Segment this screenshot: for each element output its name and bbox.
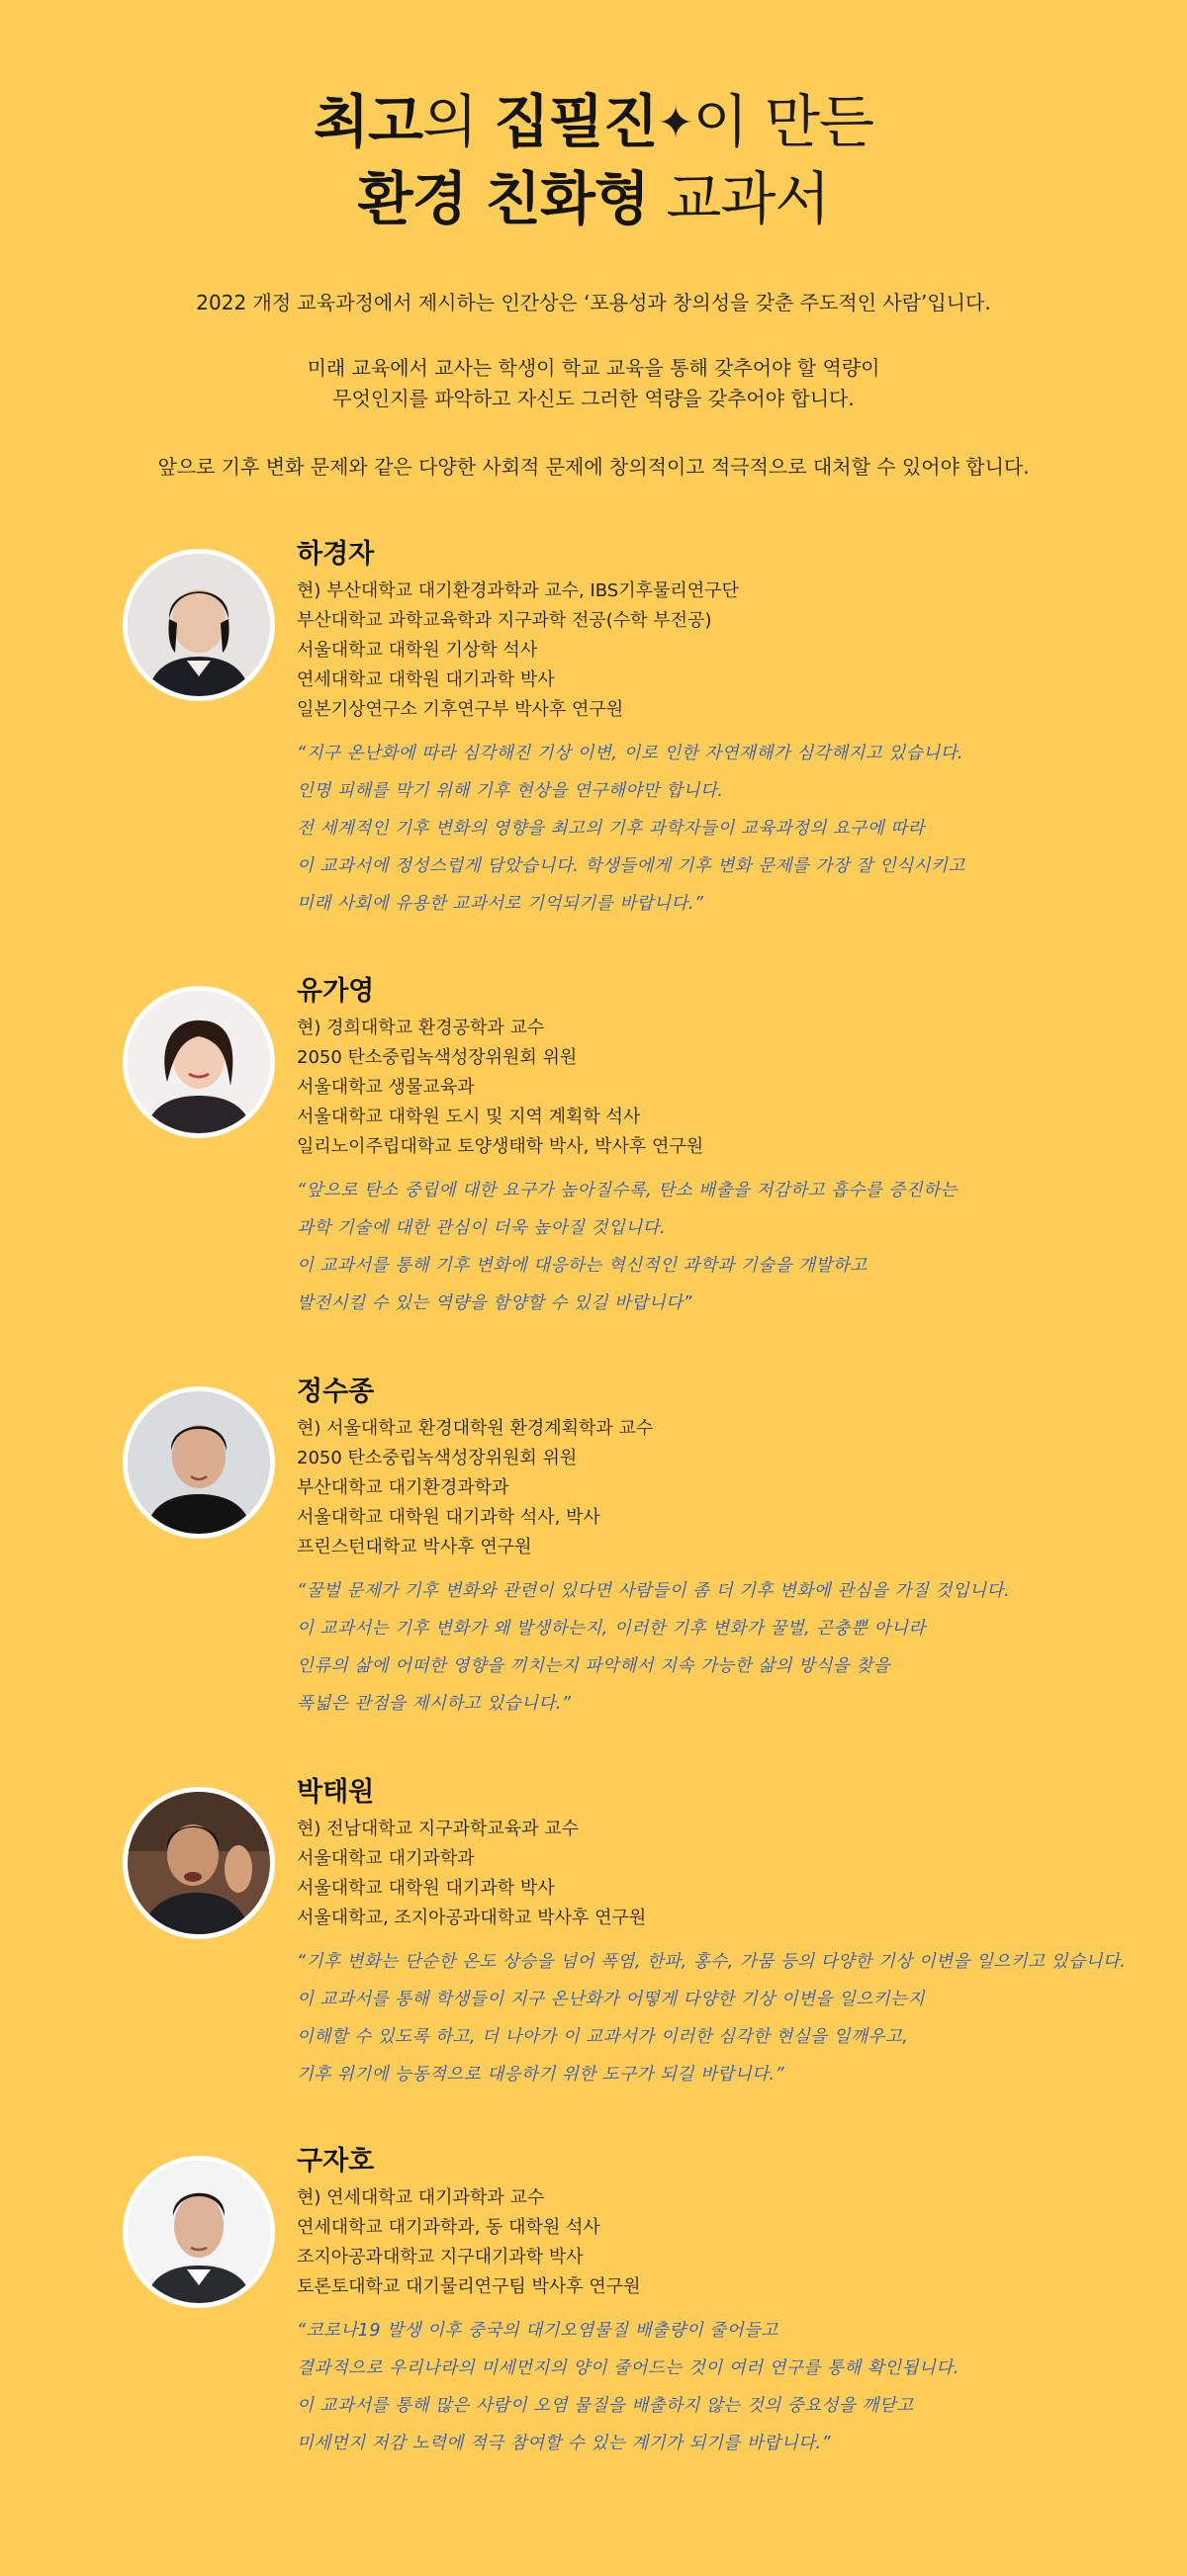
title-line-1 <box>0 84 1187 161</box>
quote-line: 전 세계적인 기후 변화의 영향을 최고의 기후 과학자들이 교육과정의 요구에 따라 <box>297 819 925 839</box>
quote-line: 이 교과서를 통해 학생들이 지구 온난화가 어떻게 다양한 기상 이변을 일으키는지 <box>297 1990 925 2009</box>
career-item: 현) 연세대학교 대기과학과 교수 <box>297 2187 545 2208</box>
quote-line: 과학 기술에 대한 관심이 더욱 높아질 것입니다. <box>297 1218 667 1238</box>
quote-line: “앞으로 탄소 중립에 대한 요구가 높아질수록, 탄소 배출을 저감하고 흡수를 증진하는 <box>297 1181 959 1200</box>
author-name: 유가영 <box>297 976 375 1007</box>
quote-line: “코로나19 발생 이후 중국의 대기오염물질 배출량이 줄어들고 <box>297 2321 778 2341</box>
author-info <box>297 1775 1147 2093</box>
intro-text: 앞으로 기후 변화 문제와 같은 다양한 사회적 문제에 창의적이고 적극적으로 대처할 수 있어야 합니다. <box>157 455 1030 479</box>
career-item: 현) 경희대학교 환경공학과 교수 <box>297 1018 545 1038</box>
career-item: 연세대학교 대학원 대기과학 박사 <box>297 669 555 690</box>
career-list <box>297 2183 1147 2302</box>
portrait-image <box>128 2161 270 2303</box>
career-item: 연세대학교 대기과학과, 동 대학원 석사 <box>297 2217 600 2238</box>
career-item: 부산대학교 과학교육학과 지구과학 전공(수학 부전공) <box>297 610 712 631</box>
title-text: 교과서 <box>648 165 830 232</box>
career-item: 2050 탄소중립녹색성장위원회 위원 <box>297 1448 578 1468</box>
career-item: 서울대학교 대학원 기상학 석사 <box>297 640 538 661</box>
career-item: 일리노이주립대학교 토양생태학 박사, 박사후 연구원 <box>297 1136 704 1157</box>
career-item: 서울대학교, 조지아공과대학교 박사후 연구원 <box>297 1908 647 1928</box>
career-item: 서울대학교 대학원 도시 및 지역 계획학 석사 <box>297 1107 641 1127</box>
author-info <box>297 2144 1147 2462</box>
title-highlight: 환경 친화형 <box>357 165 649 232</box>
career-item: 조지아공과대학교 지구대기과학 박사 <box>297 2247 584 2267</box>
career-item: 프린스턴대학교 박사후 연구원 <box>297 1537 532 1557</box>
career-item: 현) 전남대학교 지구과학교육과 교수 <box>297 1819 580 1839</box>
career-item: 서울대학교 대학원 대기과학 석사, 박사 <box>297 1507 600 1528</box>
author-name: 구자호 <box>297 2146 375 2176</box>
portrait-image <box>128 554 270 696</box>
quote-line: 미세먼지 저감 노력에 적극 참여할 수 있는 계기가 되기를 바랍니다.” <box>297 2434 832 2453</box>
career-item: 현) 부산대학교 대기환경과학과 교수, IBS기후물리연구단 <box>297 580 739 601</box>
career-list <box>297 577 1147 725</box>
avatar <box>123 2156 275 2308</box>
author-name: 정수종 <box>297 1377 375 1407</box>
title-line-2 <box>0 161 1187 236</box>
avatar <box>123 1787 275 1939</box>
quote-line: 결과적으로 우리나라의 미세먼지의 양이 줄어드는 것이 여러 연구를 통해 확인됩니다. <box>297 2358 959 2378</box>
author-quote <box>297 2312 1147 2462</box>
career-item: 서울대학교 생물교육과 <box>297 1077 475 1098</box>
quote-line: 이해할 수 있도록 하고, 더 나아가 이 교과서가 이러한 심각한 현실을 일깨우고, <box>297 2027 909 2047</box>
portrait-image <box>128 991 270 1133</box>
career-list <box>297 1815 1147 1933</box>
quote-line: 폭넓은 관점을 제시하고 있습니다.” <box>297 1694 572 1714</box>
career-list <box>297 1014 1147 1162</box>
quote-line: 이 교과서에 정성스럽게 담았습니다. 학생들에게 기후 변화 문제를 가장 잘 인식시키고 <box>297 856 965 876</box>
portrait-image <box>128 1391 270 1534</box>
author-quote <box>297 1572 1147 1723</box>
author-info <box>297 974 1147 1322</box>
career-list <box>297 1414 1147 1562</box>
intro-text: 2022 개정 교육과정에서 제시하는 인간상은 ‘포용성과 창의성을 갖춘 주도적인 사람’입니다. <box>196 291 991 314</box>
author-quote <box>297 735 1147 923</box>
author-quote <box>297 1943 1147 2093</box>
intro-paragraph-2 <box>0 353 1187 414</box>
avatar <box>123 986 275 1138</box>
career-item: 서울대학교 대학원 대기과학 박사 <box>297 1878 555 1899</box>
page-title <box>0 84 1187 236</box>
intro-paragraph-3 <box>0 452 1187 483</box>
portrait-image <box>128 1792 270 1934</box>
intro-text: 미래 교육에서 교사는 학생이 학교 교육을 통해 갖추어야 할 역량이 <box>307 356 880 380</box>
career-item: 서울대학교 대기과학과 <box>297 1848 475 1869</box>
quote-line: 기후 위기에 능동적으로 대응하기 위한 도구가 되길 바랍니다.” <box>297 2065 785 2085</box>
career-item: 일본기상연구소 기후연구부 박사후 연구원 <box>297 699 624 720</box>
avatar <box>123 549 275 701</box>
quote-line: 발전시킬 수 있는 역량을 함양할 수 있길 바랍니다” <box>297 1293 693 1313</box>
intro-text: 무엇인지를 파악하고 자신도 그러한 역량을 갖추어야 합니다. <box>332 387 855 410</box>
author-name: 하경자 <box>297 539 375 570</box>
author-info <box>297 537 1147 923</box>
career-item: 토론토대학교 대기물리연구팀 박사후 연구원 <box>297 2276 641 2297</box>
author-info <box>297 1375 1147 1723</box>
quote-line: 이 교과서를 통해 기후 변화에 대응하는 혁신적인 과학과 기술을 개발하고 <box>297 1256 867 1276</box>
quote-line: 이 교과서를 통해 많은 사람이 오염 물질을 배출하지 않는 것의 중요성을 깨닫고 <box>297 2396 914 2416</box>
author-name: 박태원 <box>297 1777 375 1808</box>
sparkle-icon: ✦ <box>657 98 693 148</box>
career-item: 2050 탄소중립녹색성장위원회 위원 <box>297 1047 578 1068</box>
intro-paragraph-1 <box>0 288 1187 318</box>
quote-line: “기후 변화는 단순한 온도 상승을 넘어 폭염, 한파, 홍수, 가뭄 등의 다양한 기상 이변을 일으키고 있습니다. <box>297 1952 1127 1972</box>
quote-line: 미래 사회에 유용한 교과서로 기억되기를 바랍니다.” <box>297 894 704 914</box>
quote-line: “지구 온난화에 따라 심각해진 기상 이변, 이로 인한 자연재해가 심각해지고 있습니다. <box>297 744 964 763</box>
author-quote <box>297 1172 1147 1322</box>
title-text: 이 만든 <box>692 88 874 155</box>
career-item: 현) 서울대학교 환경대학원 환경계획학과 교수 <box>297 1418 654 1439</box>
quote-line: “꿀벌 문제가 기후 변화와 관련이 있다면 사람들이 좀 더 기후 변화에 관심을 가질 것입니다. <box>297 1581 1011 1601</box>
title-text: 의 <box>422 88 495 155</box>
quote-line: 인명 피해를 막기 위해 기후 현상을 연구해야만 합니다. <box>297 781 724 801</box>
quote-line: 인류의 삶에 어떠한 영향을 끼치는지 파악해서 지속 가능한 삶의 방식을 찾을 <box>297 1656 891 1676</box>
title-highlight: 최고 <box>313 88 423 155</box>
title-highlight: 집필진 <box>494 88 658 155</box>
avatar <box>123 1386 275 1539</box>
quote-line: 이 교과서는 기후 변화가 왜 발생하는지, 이러한 기후 변화가 꿀벌, 곤충뿐 아니라 <box>297 1619 926 1639</box>
career-item: 부산대학교 대기환경과학과 <box>297 1477 509 1498</box>
